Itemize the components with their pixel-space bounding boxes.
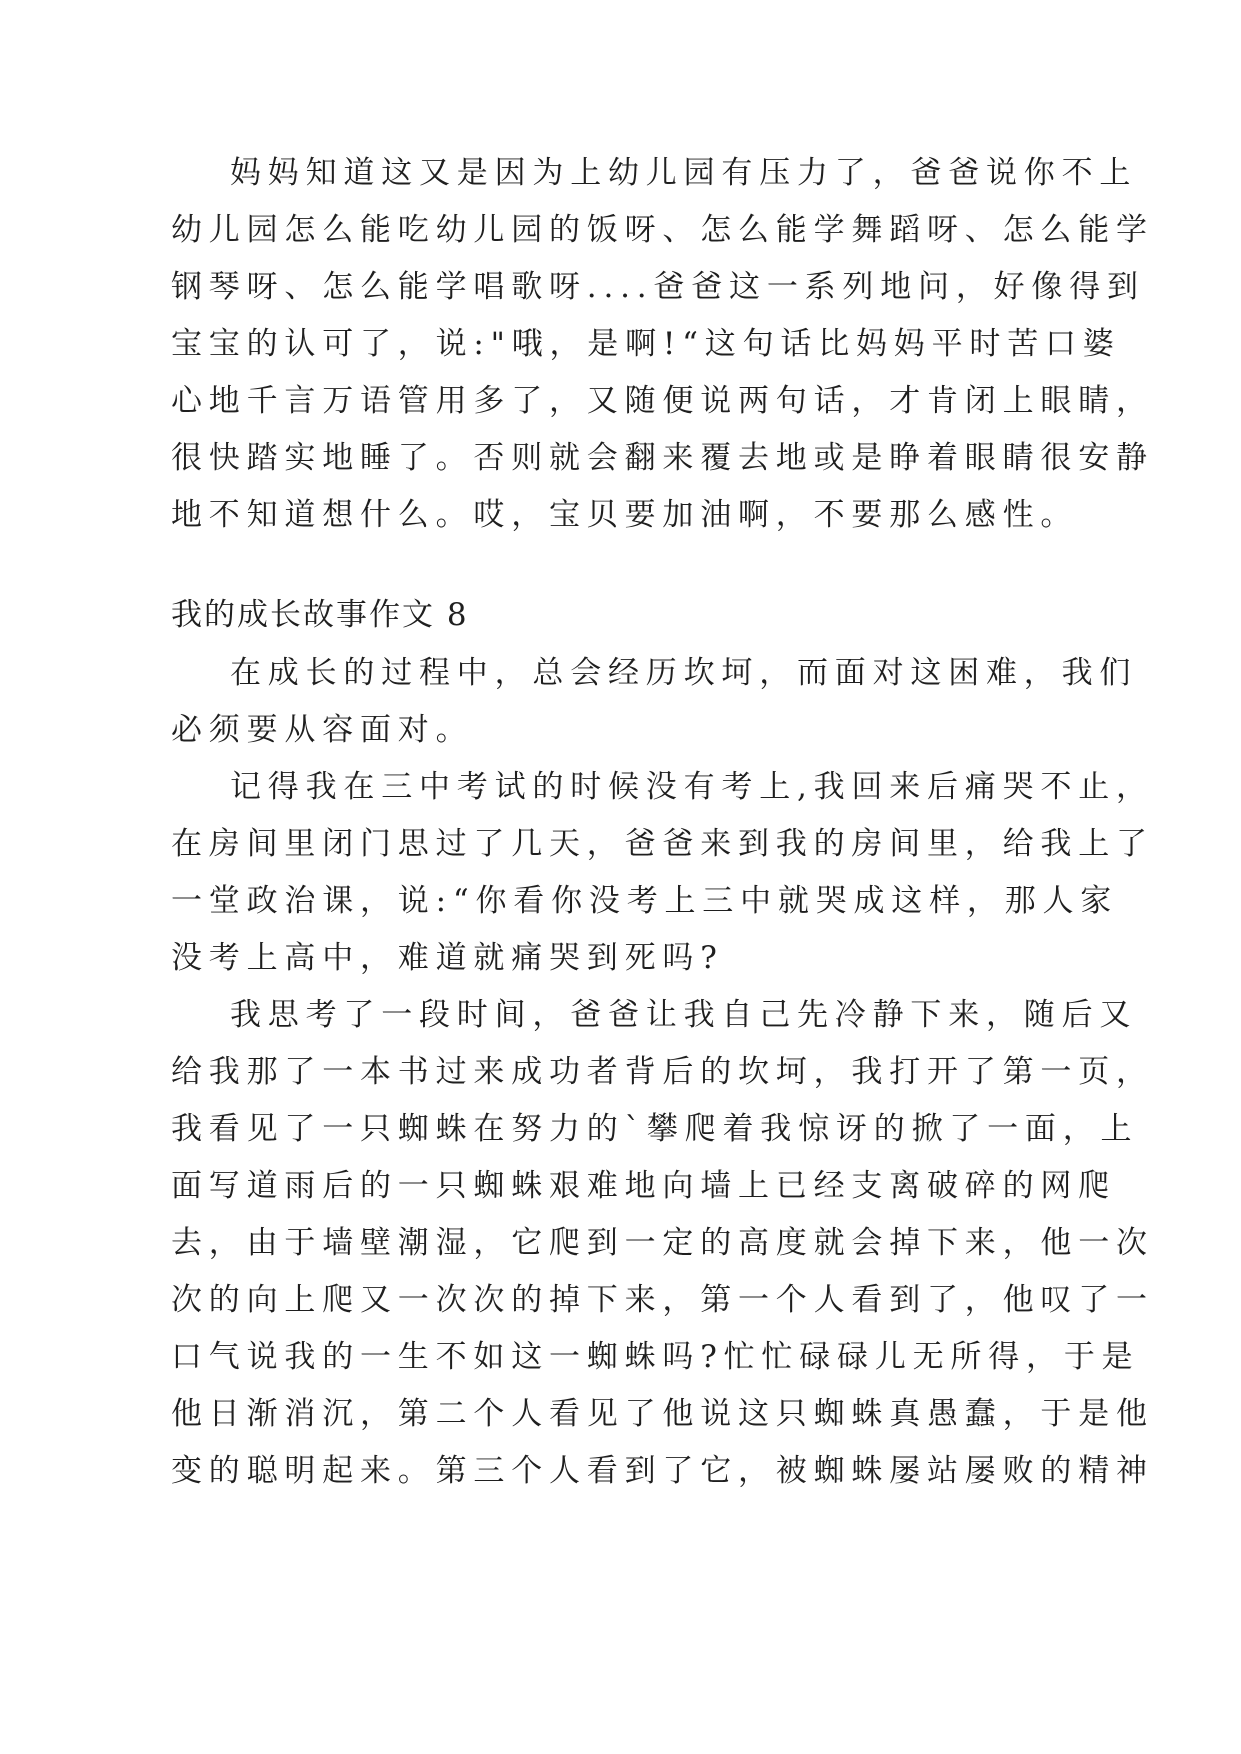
paragraph-1-line-7: 地不知道想什么。哎，宝贝要加油啊，不要那么感性。 <box>171 497 1079 533</box>
paragraph-4-line-3: 我看见了一只蜘蛛在努力的`攀爬着我惊讶的掀了一面，上 <box>171 1111 1139 1147</box>
paragraph-4-line-5: 去，由于墙壁潮湿，它爬到一定的高度就会掉下来，他一次 <box>171 1225 1154 1261</box>
paragraph-2-line-1: 在成长的过程中，总会经历坎坷，而面对这困难，我们 <box>230 655 1138 691</box>
paragraph-4-line-8: 他日渐消沉，第二个人看见了他说这只蜘蛛真愚蠢，于是他 <box>171 1396 1154 1432</box>
paragraph-1-line-5: 心地千言万语管用多了，又随便说两句话，才肯闭上眼睛， <box>171 383 1154 419</box>
section-heading: 我的成长故事作文 8 <box>171 597 469 633</box>
paragraph-1-line-1: 妈妈知道这又是因为上幼儿园有压力了，爸爸说你不上 <box>230 155 1138 191</box>
paragraph-4-line-7: 口气说我的一生不如这一蜘蛛吗?忙忙碌碌儿无所得，于是 <box>171 1339 1140 1375</box>
paragraph-2-line-2: 必须要从容面对。 <box>171 712 474 748</box>
paragraph-1-line-6: 很快踏实地睡了。否则就会翻来覆去地或是睁着眼睛很安静 <box>171 440 1154 476</box>
paragraph-1-line-2: 幼儿园怎么能吃幼儿园的饭呀、怎么能学舞蹈呀、怎么能学 <box>171 212 1154 248</box>
paragraph-1-line-4: 宝宝的认可了，说:"哦，是啊!“这句话比妈妈平时苦口婆 <box>171 326 1121 362</box>
paragraph-1-line-3: 钢琴呀、怎么能学唱歌呀....爸爸这一系列地问，好像得到 <box>171 269 1145 305</box>
paragraph-3-line-2: 在房间里闭门思过了几天，爸爸来到我的房间里，给我上了 <box>171 826 1154 862</box>
paragraph-4-line-9: 变的聪明起来。第三个人看到了它，被蜘蛛屡站屡败的精神 <box>171 1453 1154 1489</box>
paragraph-4-line-4: 面写道雨后的一只蜘蛛艰难地向墙上已经支离破碎的网爬 <box>171 1168 1116 1204</box>
paragraph-3-line-3: 一堂政治课，说:“你看你没考上三中就哭成这样，那人家 <box>171 883 1119 919</box>
paragraph-3-line-4: 没考上高中，难道就痛哭到死吗? <box>171 940 724 976</box>
paragraph-4-line-2: 给我那了一本书过来成功者背后的坎坷，我打开了第一页， <box>171 1054 1154 1090</box>
paragraph-4-line-6: 次的向上爬又一次次的掉下来，第一个人看到了，他叹了一 <box>171 1282 1154 1318</box>
paragraph-3-line-1: 记得我在三中考试的时候没有考上,我回来后痛哭不止， <box>230 769 1154 805</box>
paragraph-4-line-1: 我思考了一段时间，爸爸让我自己先冷静下来，随后又 <box>230 997 1138 1033</box>
